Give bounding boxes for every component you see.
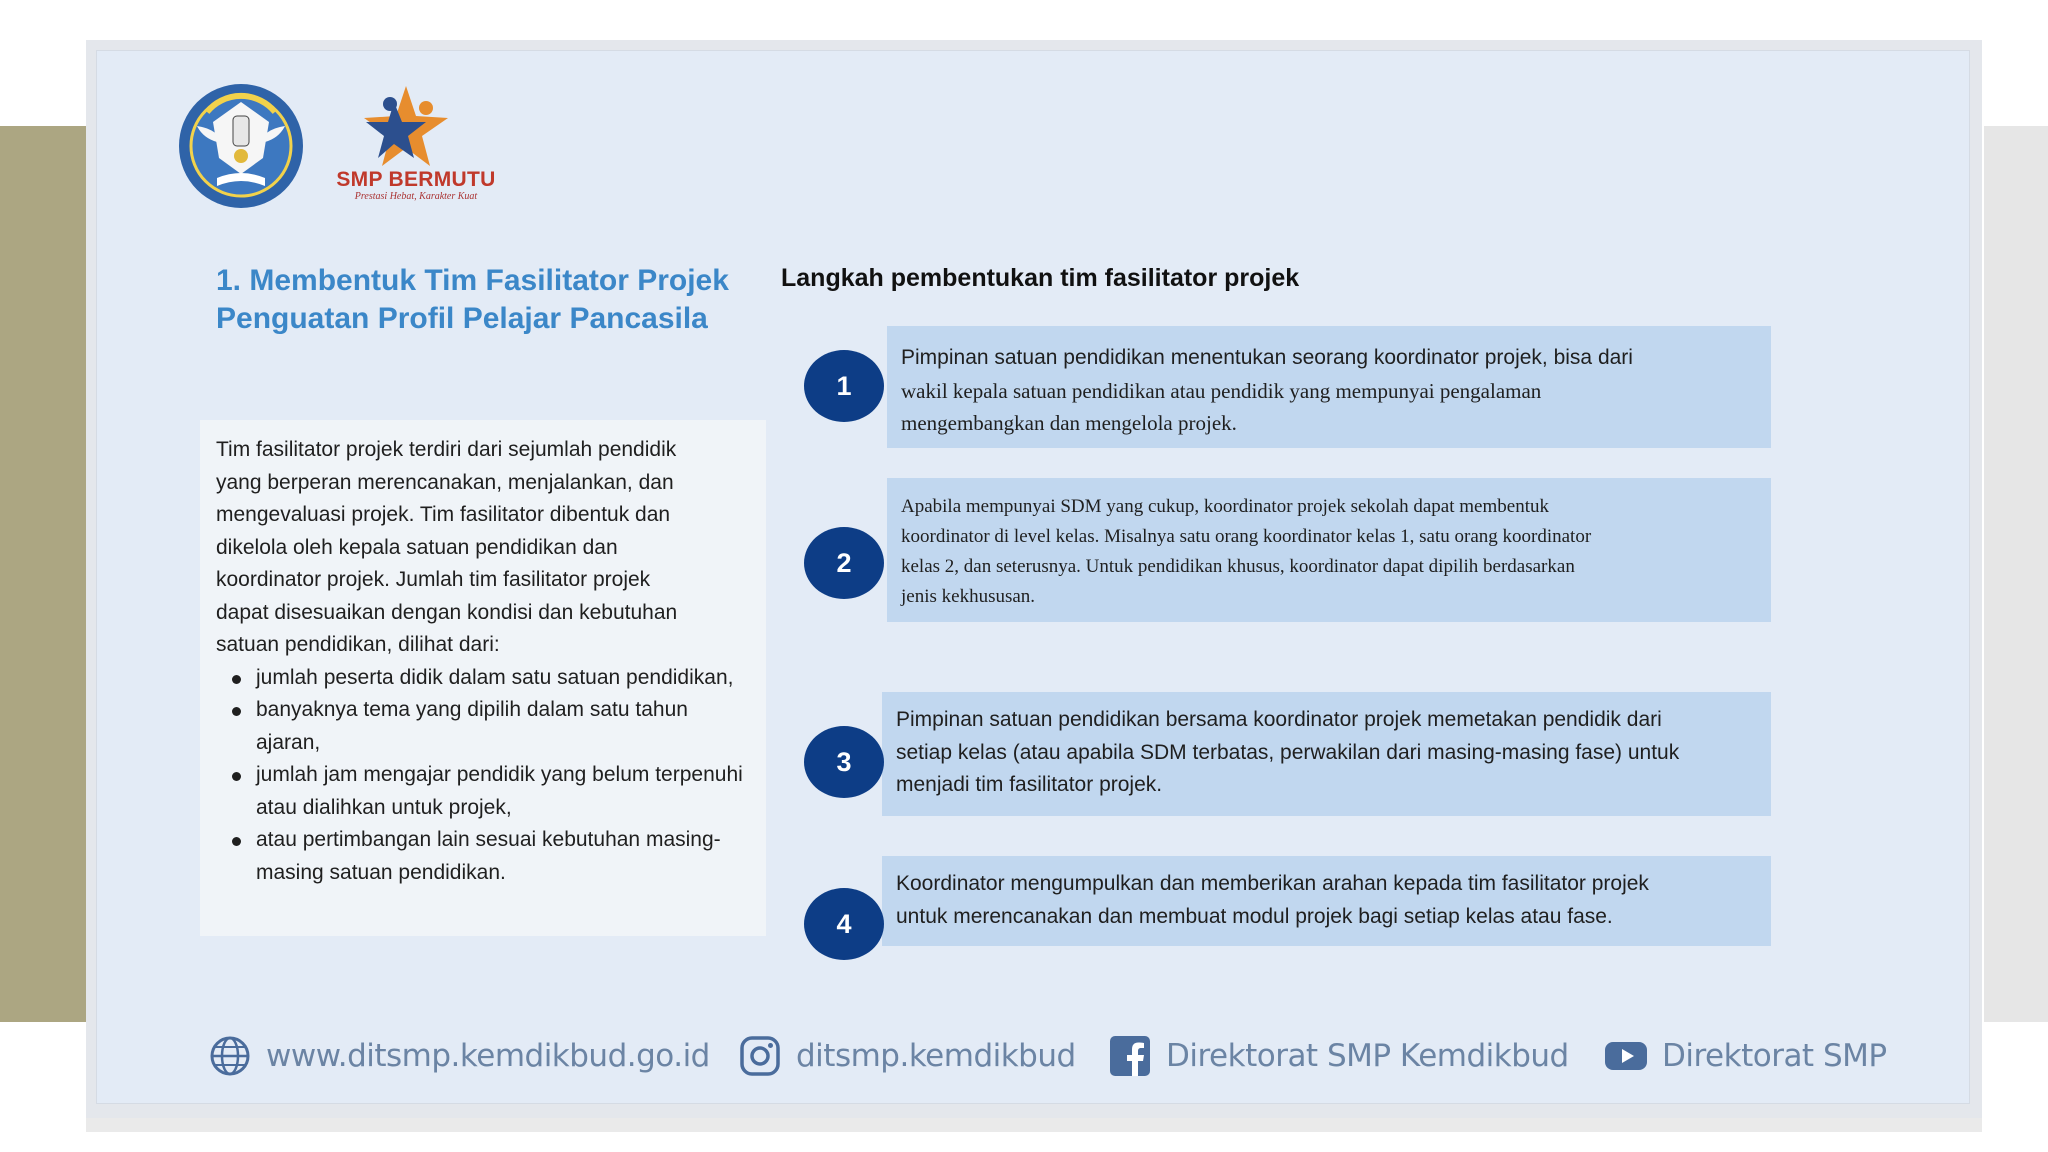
step-3-number: 3 <box>804 726 884 798</box>
description-paragraph <box>216 434 750 662</box>
paragraph-line: Tim fasilitator projek terdiri dari sejumlah pendidik <box>216 438 677 461</box>
facebook-icon <box>1108 1034 1152 1078</box>
criteria-list <box>216 662 750 890</box>
paragraph-line: yang berperan merencanakan, menjalankan, dan <box>216 470 674 494</box>
step-line: menjadi tim fasilitator projek. <box>896 773 1163 796</box>
youtube-channel[interactable]: Direktorat SMP <box>1662 1038 1887 1074</box>
bullet-icon <box>232 675 241 684</box>
step-line: Koordinator mengumpulkan dan memberikan arahan kepada tim fasilitator projek <box>896 872 1649 895</box>
footer-youtube[interactable] <box>1604 1032 1887 1080</box>
paragraph-line: dapat disesuaikan dengan kondisi dan kebutuhan <box>216 600 678 624</box>
list-item <box>256 759 750 824</box>
step-line: jenis kekhususan. <box>901 586 1036 607</box>
step-line: koordinator di level kelas. Misalnya satu orang koordinator kelas 1, satu orang koordinator <box>901 526 1592 547</box>
step-2-number: 2 <box>804 527 884 599</box>
left-side-band <box>0 126 88 1022</box>
step-4-number: 4 <box>804 888 884 960</box>
section-title: 1. Membentuk Tim Fasilitator Projek Penguatan Profil Pelajar Pancasila <box>216 264 729 335</box>
paragraph-line: dikelola oleh kepala satuan pendidikan dan <box>216 535 618 559</box>
website-link[interactable]: www.ditsmp.kemdikbud.go.id <box>266 1038 710 1074</box>
globe-icon <box>208 1034 252 1078</box>
paragraph-line: mengevaluasi projek. Tim fasilitator dibentuk dan <box>216 503 671 526</box>
tut-wuri-handayani-logo <box>177 82 305 210</box>
bullet-icon <box>232 707 241 716</box>
right-side-band <box>1984 126 2048 1022</box>
bermutu-tagline: Prestasi Hebat, Karakter Kuat <box>354 191 478 202</box>
description-box <box>200 420 766 936</box>
bullet-icon <box>232 772 241 781</box>
step-1-number: 1 <box>804 350 884 422</box>
step-line: Apabila mempunyai SDM yang cukup, koordinator projek sekolah dapat membentuk <box>901 496 1549 517</box>
paragraph-line: satuan pendidikan, dilihat dari: <box>216 633 500 656</box>
step-1-box <box>887 326 1771 448</box>
list-item-text: atau pertimbangan lain sesuai kebutuhan masing-masing satuan pendidikan. <box>256 828 721 884</box>
step-line: wakil kepala satuan pendidikan atau pendidik yang mempunyai pengalaman <box>901 378 1542 403</box>
list-item <box>256 662 750 695</box>
footer-instagram[interactable] <box>738 1032 1076 1080</box>
facebook-page[interactable]: Direktorat SMP Kemdikbud <box>1166 1038 1569 1074</box>
step-line: untuk merencanakan dan membuat modul projek bagi setiap kelas atau fase. <box>896 904 1613 928</box>
youtube-icon <box>1604 1034 1648 1078</box>
list-item <box>256 824 750 889</box>
step-line: Pimpinan satuan pendidikan bersama koordinator projek memetakan pendidik dari <box>896 708 1662 731</box>
bottom-strip <box>86 1118 1982 1132</box>
steps-heading: Langkah pembentukan tim fasilitator projek <box>781 264 1300 292</box>
bullet-icon <box>232 837 241 846</box>
step-line: Pimpinan satuan pendidikan menentukan seorang koordinator projek, bisa dari <box>901 346 1633 369</box>
list-item-text: jumlah jam mengajar pendidik yang belum terpenuhi atau dialihkan untuk projek, <box>256 763 743 819</box>
list-item <box>256 694 750 759</box>
instagram-handle[interactable]: ditsmp.kemdikbud <box>796 1038 1076 1074</box>
step-line: kelas 2, dan seterusnya. Untuk pendidikan khusus, koordinator dapat dipilih berdasarkan <box>901 556 1575 577</box>
bermutu-wordmark: SMP BERMUTU <box>336 168 496 191</box>
footer-facebook[interactable] <box>1108 1032 1569 1080</box>
list-item-text: banyaknya tema yang dipilih dalam satu tahun ajaran, <box>256 698 688 754</box>
list-item-text: jumlah peserta didik dalam satu satuan pendidikan, <box>256 665 734 689</box>
step-4-box <box>882 856 1771 946</box>
instagram-icon <box>738 1034 782 1078</box>
step-line: setiap kelas (atau apabila SDM terbatas, perwakilan dari masing-masing fase) untuk <box>896 740 1680 764</box>
footer-website[interactable] <box>208 1032 710 1080</box>
step-2-box <box>887 478 1771 622</box>
paragraph-line: koordinator projek. Jumlah tim fasilitator projek <box>216 568 651 591</box>
step-3-box <box>882 692 1771 816</box>
step-line: mengembangkan dan mengelola projek. <box>901 411 1237 435</box>
